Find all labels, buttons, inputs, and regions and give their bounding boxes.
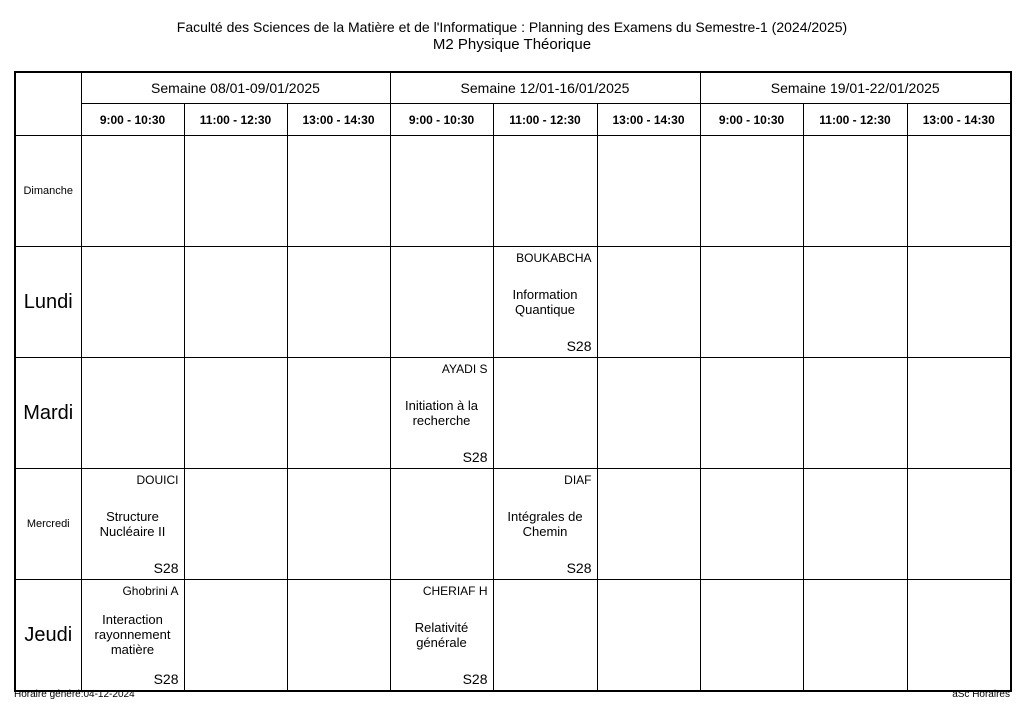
schedule-cell [287,469,390,580]
exam-subject-line: Structure [106,509,159,524]
exam-subject [393,398,491,428]
schedule-cell [493,580,597,692]
day-label-jeudi: Jeudi [15,580,81,692]
schedule-cell [287,247,390,358]
exam-entry [391,358,493,468]
day-label-lundi: Lundi [15,247,81,358]
slot-header: 9:00 - 10:30 [700,104,803,136]
exam-subject-line: matière [110,642,155,657]
schedule-cell [597,358,700,469]
schedule-cell [390,247,493,358]
exam-teacher: AYADI S [441,362,488,376]
exam-subject-line: rayonnement [94,627,171,642]
schedule-cell [390,469,493,580]
exam-subject-line: générale [416,635,467,650]
exam-cell-initiation-recherche[interactable] [390,358,493,469]
week-header-1: Semaine 08/01-09/01/2025 [81,72,390,104]
schedule-cell [700,136,803,247]
schedule-cell [184,580,287,692]
exam-room: S28 [566,338,592,354]
schedule-cell [287,580,390,692]
schedule-cell [803,136,907,247]
exam-subject-line: Information [512,287,578,302]
schedule-cell [184,136,287,247]
exam-room: S28 [462,671,488,687]
schedule-cell [700,580,803,692]
exam-subject-line: Relativité [414,620,469,635]
schedule-cell [700,358,803,469]
exam-cell-structure-nucleaire[interactable] [81,469,184,580]
day-row-mercredi [15,469,1011,580]
exam-subject-line: Intégrales de [507,509,583,524]
exam-room: S28 [462,449,488,465]
schedule-cell [803,358,907,469]
day-row-lundi [15,247,1011,358]
corner-cell [15,72,81,136]
exam-subject-line: Nucléaire II [99,524,166,539]
software-credit: aSc Horaires [952,689,1010,700]
slot-header: 13:00 - 14:30 [907,104,1011,136]
slot-header: 13:00 - 14:30 [597,104,700,136]
exam-room: S28 [153,671,179,687]
exam-entry [391,580,493,690]
exam-subject [84,509,182,539]
exam-subject-line: Chemin [522,524,568,539]
slot-header: 9:00 - 10:30 [81,104,184,136]
exam-cell-relativite-generale[interactable] [390,580,493,692]
schedule-cell [81,136,184,247]
week-header-2: Semaine 12/01-16/01/2025 [390,72,700,104]
exam-room: S28 [566,560,592,576]
exam-teacher: DIAF [564,473,592,487]
schedule-cell [597,136,700,247]
day-row-mardi [15,358,1011,469]
document-subtitle: M2 Physique Théorique [432,36,592,53]
schedule-cell [81,358,184,469]
schedule-cell [184,469,287,580]
schedule-cell [597,469,700,580]
schedule-cell [907,358,1011,469]
schedule-cell [287,136,390,247]
document-title: Faculté des Sciences de la Matière et de l'Informatique : Planning des Examens du Semestre-1 (2024/2025) [176,19,848,35]
exam-cell-interaction-rayonnement[interactable] [81,580,184,692]
schedule-cell [907,247,1011,358]
exam-schedule-table [14,71,1012,692]
schedule-cell [184,247,287,358]
exam-cell-information-quantique[interactable] [493,247,597,358]
generated-date: Horaire généré:04-12-2024 [14,689,135,700]
schedule-cell [907,580,1011,692]
schedule-cell [390,136,493,247]
schedule-cell [493,136,597,247]
exam-subject [496,287,595,317]
exam-entry [494,247,597,357]
exam-room: S28 [153,560,179,576]
schedule-cell [493,358,597,469]
schedule-cell [803,469,907,580]
day-row-dimanche [15,136,1011,247]
schedule-cell [803,580,907,692]
slot-header: 11:00 - 12:30 [493,104,597,136]
exam-subject [84,612,182,657]
exam-subject [393,620,491,650]
exam-teacher: Ghobrini A [122,584,179,598]
schedule-cell [700,247,803,358]
exam-entry [82,580,184,690]
exam-entry [494,469,597,579]
exam-subject-line: Interaction [102,612,163,627]
exam-teacher: DOUICI [136,473,179,487]
exam-teacher: BOUKABCHA [516,251,592,265]
slot-header: 13:00 - 14:30 [287,104,390,136]
exam-subject-line: Initiation à la [405,398,478,413]
document-header [0,18,1024,54]
day-label-mardi: Mardi [15,358,81,469]
slot-header: 11:00 - 12:30 [184,104,287,136]
schedule-cell [803,247,907,358]
week-header-3: Semaine 19/01-22/01/2025 [700,72,1011,104]
day-label-mercredi: Mercredi [15,469,81,580]
slot-header: 9:00 - 10:30 [390,104,493,136]
schedule-cell [907,136,1011,247]
day-row-jeudi [15,580,1011,692]
day-label-dimanche: Dimanche [15,136,81,247]
exam-cell-integrales-chemin[interactable] [493,469,597,580]
schedule-cell [597,247,700,358]
schedule-cell [184,358,287,469]
exam-subject-line: Quantique [515,302,575,317]
schedule-cell [597,580,700,692]
schedule-cell [81,247,184,358]
exam-subject-line: recherche [412,413,471,428]
exam-teacher: CHERIAF H [422,584,488,598]
schedule-cell [287,358,390,469]
exam-subject [496,509,595,539]
schedule-cell [700,469,803,580]
slot-header: 11:00 - 12:30 [803,104,907,136]
exam-entry [82,469,184,579]
schedule-cell [907,469,1011,580]
